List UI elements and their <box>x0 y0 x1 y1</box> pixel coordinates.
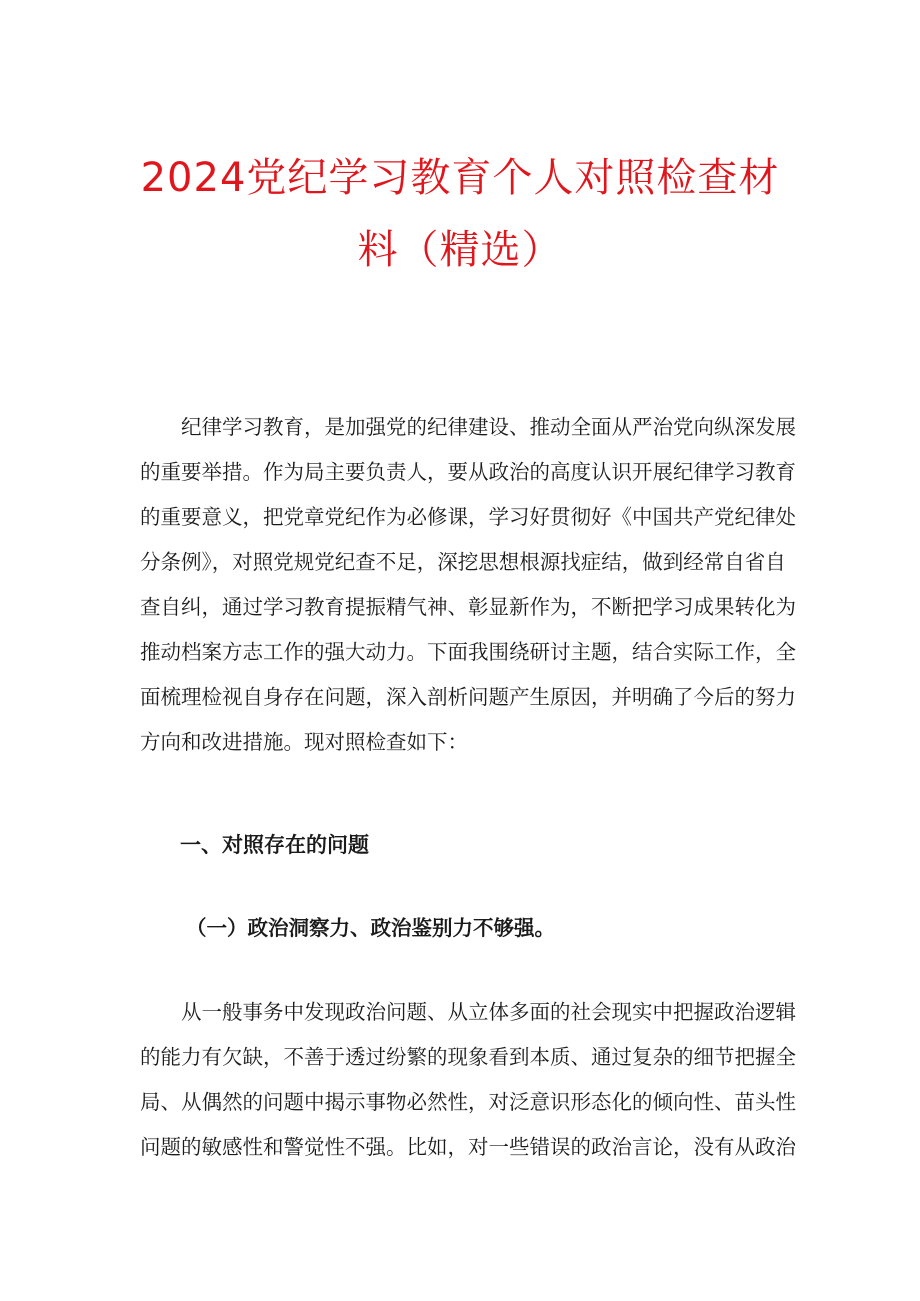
section-heading: 一、对照存在的问题 <box>180 832 369 857</box>
document-title <box>110 142 810 286</box>
title-line-1: 2024党纪学习教育个人对照检查材 <box>140 155 780 201</box>
intro-line: 的重要举措。作为局主要负责人，要从政治的高度认识开展纪律学习教育 <box>140 460 796 484</box>
intro-line: 查自纠，通过学习教育提振精气神、彰显新作为，不断把学习成果转化为 <box>140 595 796 619</box>
intro-line: 推动档案方志工作的强大动力。下面我围绕研讨主题，结合实际工作，全 <box>140 640 796 664</box>
body-line: 的能力有欠缺，不善于透过纷繁的现象看到本质、通过复杂的细节把握全 <box>140 1045 796 1069</box>
intro-line: 分条例》，对照党规党纪查不足，深挖思想根源找症结，做到经常自省自 <box>140 550 786 574</box>
intro-line: 方向和改进措施。现对照检查如下： <box>140 730 468 754</box>
title-line-2: 料（精选） <box>357 227 563 273</box>
body-line: 从一般事务中发现政治问题、从立体多面的社会现实中把握政治逻辑 <box>181 1000 796 1024</box>
intro-line: 面梳理检视自身存在问题，深入剖析问题产生原因，并明确了今后的努力 <box>140 685 796 709</box>
subsection-heading: （一）政治洞察力、政治鉴别力不够强。 <box>186 916 555 940</box>
body-paragraph <box>140 990 796 1170</box>
intro-paragraph <box>140 405 796 765</box>
body-line: 局、从偶然的问题中揭示事物必然性，对泛意识形态化的倾向性、苗头性 <box>140 1090 796 1114</box>
body-line: 问题的敏感性和警觉性不强。比如，对一些错误的政治言论，没有从政治 <box>140 1135 796 1159</box>
intro-line: 纪律学习教育，是加强党的纪律建设、推动全面从严治党向纵深发展 <box>181 415 796 439</box>
intro-line: 的重要意义，把党章党纪作为必修课，学习好贯彻好《中国共产党纪律处 <box>140 505 796 529</box>
